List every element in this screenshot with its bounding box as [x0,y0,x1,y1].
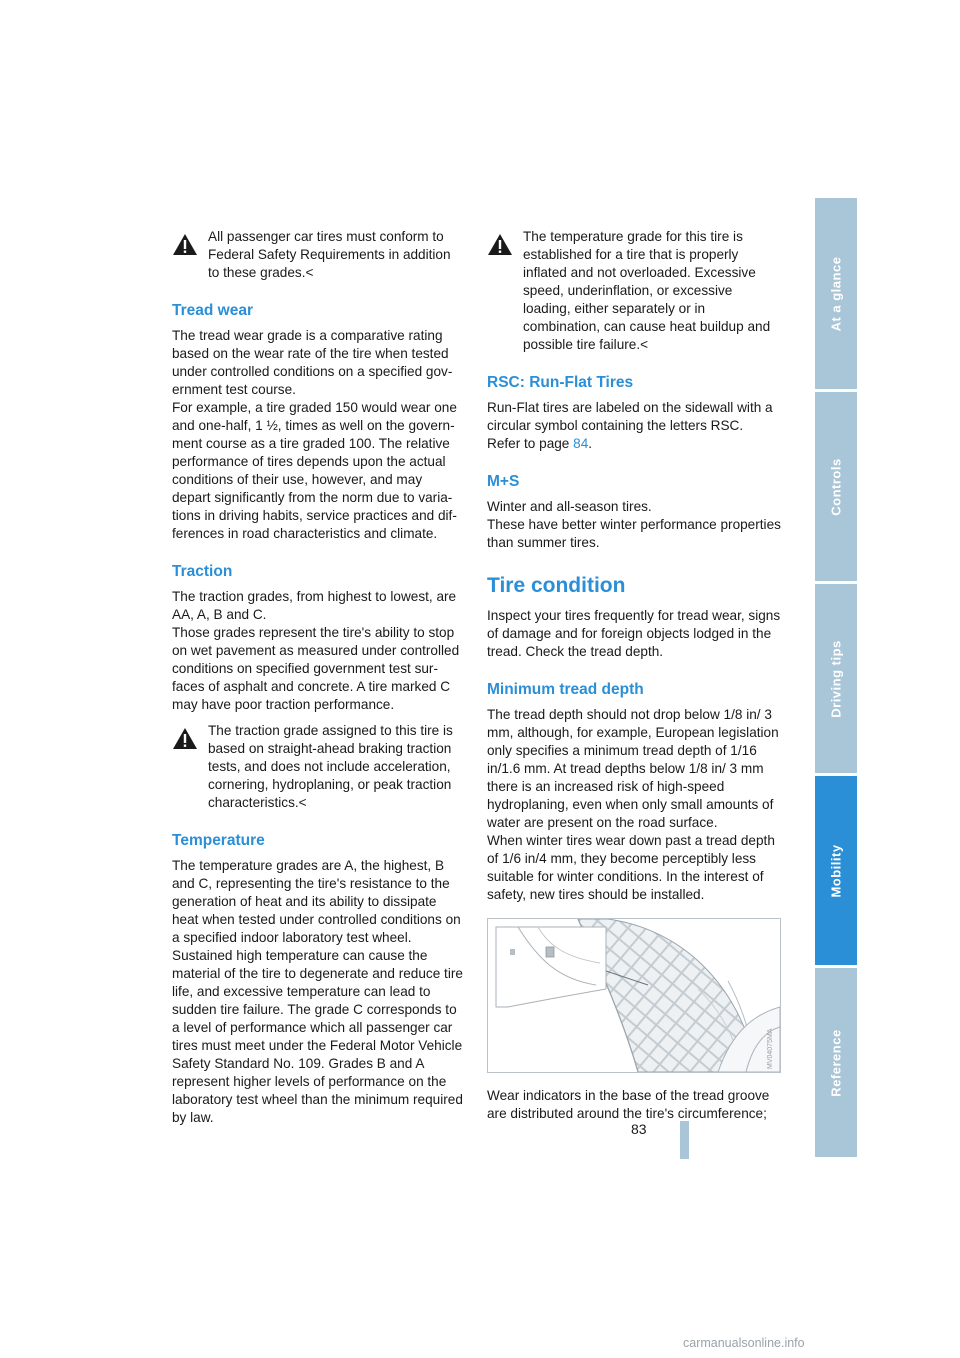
warning-note [487,228,782,354]
heading-rsc: RSC: Run-Flat Tires [487,374,634,391]
right-column [487,228,782,1123]
paragraph: Inspect your tires frequently for tread wear, signs of damage and for foreign objects lodged in the tread. Check the tread depth. [487,608,781,659]
warning-text: The traction grade assigned to this tire is based on straight-ahead braking traction tests, and does not include acceleration, cornering, hydroplaning, or peak traction characteristics.< [208,723,453,810]
heading-ms: M+S [487,473,520,490]
tab-driving-tips[interactable] [815,584,857,773]
paragraph: Run-Flat tires are labeled on the sidewall with a circular symbol containing the letters RSC. [487,400,773,433]
page-link[interactable]: 84 [573,436,589,451]
warning-text: All passenger car tires must conform to Federal Safety Requirements in addition to these grades.< [208,229,451,280]
page-marker-bar [680,1121,689,1159]
paragraph: The tread wear grade is a comparative rating based on the wear rate of the tire when tested under controlled conditions on a specified government test course. [172,328,453,397]
warning-triangle-icon [487,233,513,256]
section-tabs [815,198,857,1160]
tab-label: Mobility [828,843,844,898]
paragraph: The traction grades, from highest to lowest, are AA, A, B and C. [172,589,457,622]
heading-temperature: Temperature [172,832,265,849]
left-column [172,228,464,1127]
tire-illustration [488,919,780,1072]
paragraph: These have better winter performance properties than summer tires. [487,517,781,550]
paragraph: Those grades represent the tire's ability to stop on wet pavement as measured under controlled conditions on specified government test surfaces of asphalt and concrete. A tire marked C may have poor traction performance. [172,625,460,712]
watermark: carmanualsonline.info [683,1336,805,1350]
tab-label: At a glance [828,256,844,331]
tire-wear-indicator-illustration [487,918,781,1073]
refer-text: Refer to page [487,436,574,451]
tab-label: Controls [828,457,844,516]
tab-at-a-glance[interactable] [815,198,857,389]
warning-triangle-icon [172,233,198,256]
tab-controls[interactable] [815,392,857,581]
heading-tire-condition: Tire condition [487,574,626,597]
paragraph: The tread depth should not drop below 1/8 in/ 3 mm, although, for example, European legislation only specifies a minimum tread depth of 1/16 in/1.6 mm. At tread depths below 1/8 in/ 3 mm there is an increased risk of high-speed hydroplaning, even when only small amounts of water are present on the road surface. [487,707,779,830]
refer-end: . [588,436,593,451]
warning-note [172,722,464,812]
heading-minimum-tread-depth: Minimum tread depth [487,681,644,698]
paragraph: The temperature grades are A, the highest, B and C, representing the tire's resistance to the generation of heat and its ability to dissipate heat when tested under controlled conditions on a specified indoor laboratory test wheel. Sustained high temperature can cause the material of the tire to degenerate and reduce tire life, and excessive temperature can lead to sudden tire failure. The grade C corresponds to a level of performance which all passenger car tires must meet under the Federal Motor Vehicle Safety Standard No. 109. Grades B and A represent higher levels of performance on the laboratory test wheel than the minimum required by law. [172,858,463,1125]
tab-reference[interactable] [815,968,857,1157]
tab-mobility[interactable] [815,776,857,965]
heading-traction: Traction [172,563,233,580]
paragraph: For example, a tire graded 150 would wear one and one-half, 1 ½, times as well on the government course as a tire graded 100. The relative performance of tires depends upon the actual conditions of their use, however, and may depart significantly from the norm due to variations in driving habits, service practices and differences in road characteristics and climate. [172,400,457,541]
warning-note [172,228,464,282]
figure-caption: Wear indicators in the base of the tread groove are distributed around the tire's circumference; [487,1088,770,1121]
warning-triangle-icon [172,727,198,750]
warning-text: The temperature grade for this tire is established for a tire that is properly inflated and not overloaded. Excessive speed, underinflation, or excessive loading, either separately or in combination, can cause heat buildup and possible tire failure.< [523,229,771,352]
refer-line [487,435,782,453]
page-number: 83 [631,1121,647,1137]
tab-label: Reference [828,1028,844,1097]
tab-label: Driving tips [828,639,844,718]
figure-code: MV04075MA [767,1028,774,1069]
heading-tread-wear: Tread wear [172,302,253,319]
paragraph: When winter tires wear down past a tread depth of 1/6 in/4 mm, they become perceptibly less suitable for winter conditions. In the interest of safety, new tires should be installed. [487,833,775,902]
paragraph: Winter and all-season tires. [487,499,652,514]
